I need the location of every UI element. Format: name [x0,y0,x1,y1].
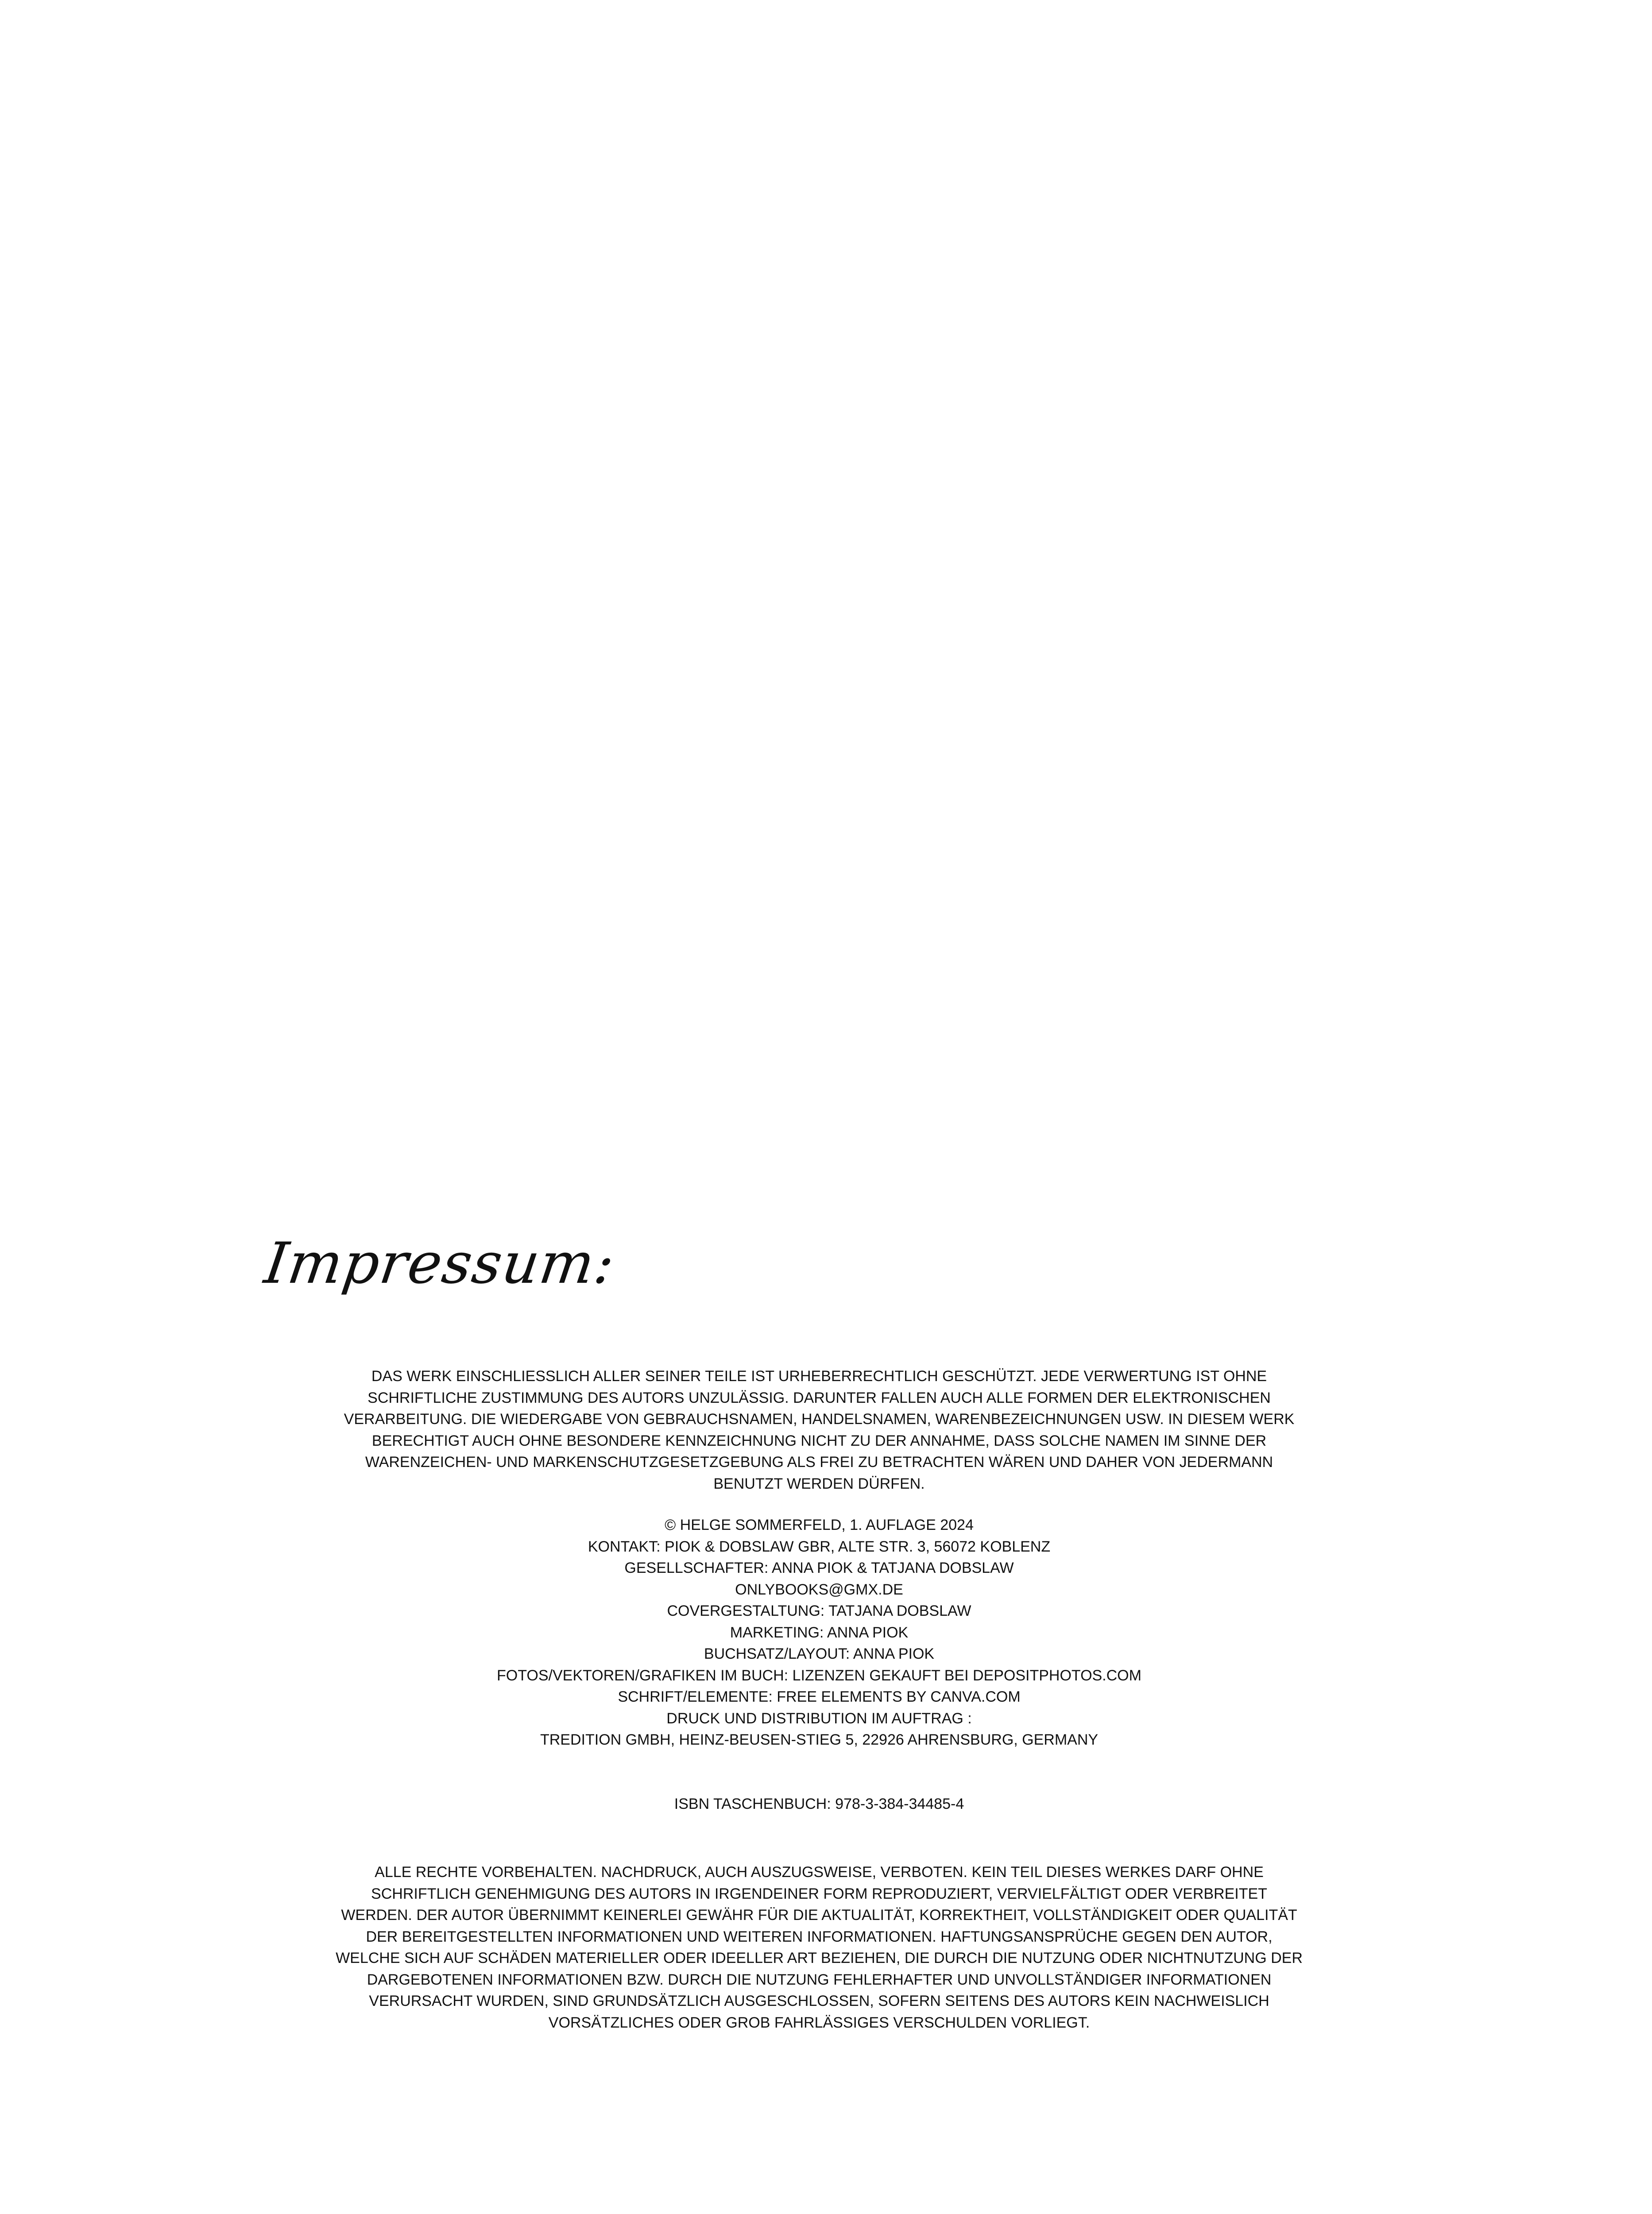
cover-design-line: COVERGESTALTUNG: TATJANA DOBSLAW [667,1602,971,1619]
layout-line: BUCHSATZ/LAYOUT: ANNA PIOK [704,1645,935,1662]
text-line: DARGEBOTENEN INFORMATIONEN BZW. DURCH DIE NUTZUNG FEHLERHAFTER UND UNVOLLSTÄNDIGER INFORMATIONEN [367,1971,1272,1988]
text-line: ALLE RECHTE VORBEHALTEN. NACHDRUCK, AUCH AUSZUGSWEISE, VERBOTEN. KEIN TEIL DIESES WERKES DARF OHNE [375,1864,1264,1881]
text-line: VORSÄTZLICHES ODER GROB FAHRLÄSSIGES VERSCHULDEN VORLIEGT. [548,2014,1090,2031]
text-line: SCHRIFTLICH GENEHMIGUNG DES AUTORS IN IRGENDEINER FORM REPRODUZIERT, VERVIELFÄLTIGT ODER VERBREITET [371,1885,1267,1902]
imprint-details [283,1514,1355,1751]
rights-notice [283,1862,1355,2033]
page-heading: Impressum: [260,1231,619,1297]
email-line: ONLYBOOKS@GMX.DE [735,1581,903,1598]
text-line: SCHRIFTLICHE ZUSTIMMUNG DES AUTORS UNZULÄSSIG. DARUNTER FALLEN AUCH ALLE FORMEN DER ELEKTRONISCHEN [368,1389,1271,1406]
isbn-block [283,1793,1355,1815]
marketing-line: MARKETING: ANNA PIOK [730,1624,909,1641]
distribution-line: DRUCK UND DISTRIBUTION IM AUFTRAG : [666,1710,972,1727]
text-line: BERECHTIGT AUCH OHNE BESONDERE KENNZEICHNUNG NICHT ZU DER ANNAHME, DASS SOLCHE NAMEN IM SINNE DER [371,1432,1267,1449]
image-credits-line: FOTOS/VEKTOREN/GRAFIKEN IM BUCH: LIZENZEN GEKAUFT BEI DEPOSITPHOTOS.COM [497,1667,1141,1684]
text-line: WELCHE SICH AUF SCHÄDEN MATERIELLER ODER IDEELLER ART BEZIEHEN, DIE DURCH DIE NUTZUNG ODER NICHTNUTZUNG DER [336,1950,1303,1966]
text-line: DAS WERK EINSCHLIESSLICH ALLER SEINER TEILE IST URHEBERRECHTLICH GESCHÜTZT. JEDE VERWERTUNG IST OHNE [371,1368,1267,1385]
copyright-line: © HELGE SOMMERFELD, 1. AUFLAGE 2024 [665,1517,974,1533]
text-line: VERURSACHT WURDEN, SIND GRUNDSÄTZLICH AUSGESCHLOSSEN, SOFERN SEITENS DES AUTORS KEIN NACHWEISLICH [369,1993,1269,2009]
distributor-address-line: TREDITION GMBH, HEINZ-BEUSEN-STIEG 5, 22926 AHRENSBURG, GERMANY [540,1731,1099,1748]
isbn-line: ISBN TASCHENBUCH: 978-3-384-34485-4 [674,1796,964,1812]
text-line: VERARBEITUNG. DIE WIEDERGABE VON GEBRAUCHSNAMEN, HANDELSNAMEN, WARENBEZEICHNUNGEN USW. IN DIESEM WERK [344,1411,1295,1428]
text-line: WARENZEICHEN- UND MARKENSCHUTZGESETZGEBUNG ALS FREI ZU BETRACHTEN WÄREN UND DAHER VON JEDERMANN [365,1454,1273,1471]
text-line: BENUTZT WERDEN DÜRFEN. [713,1475,925,1492]
font-credits-line: SCHRIFT/ELEMENTE: FREE ELEMENTS BY CANVA.COM [618,1688,1021,1705]
contact-line: KONTAKT: PIOK & DOBSLAW GBR, ALTE STR. 3, 56072 KOBLENZ [588,1538,1051,1555]
text-line: WERDEN. DER AUTOR ÜBERNIMMT KEINERLEI GEWÄHR FÜR DIE AKTUALITÄT, KORREKTHEIT, VOLLSTÄNDIGKEIT ODER QUALITÄT [341,1907,1297,1924]
text-line: DER BEREITGESTELLTEN INFORMATIONEN UND WEITEREN INFORMATIONEN. HAFTUNGSANSPRÜCHE GEGEN DEN AUTOR, [366,1928,1273,1945]
copyright-notice [283,1366,1355,1494]
partners-line: GESELLSCHAFTER: ANNA PIOK & TATJANA DOBSLAW [624,1560,1014,1576]
